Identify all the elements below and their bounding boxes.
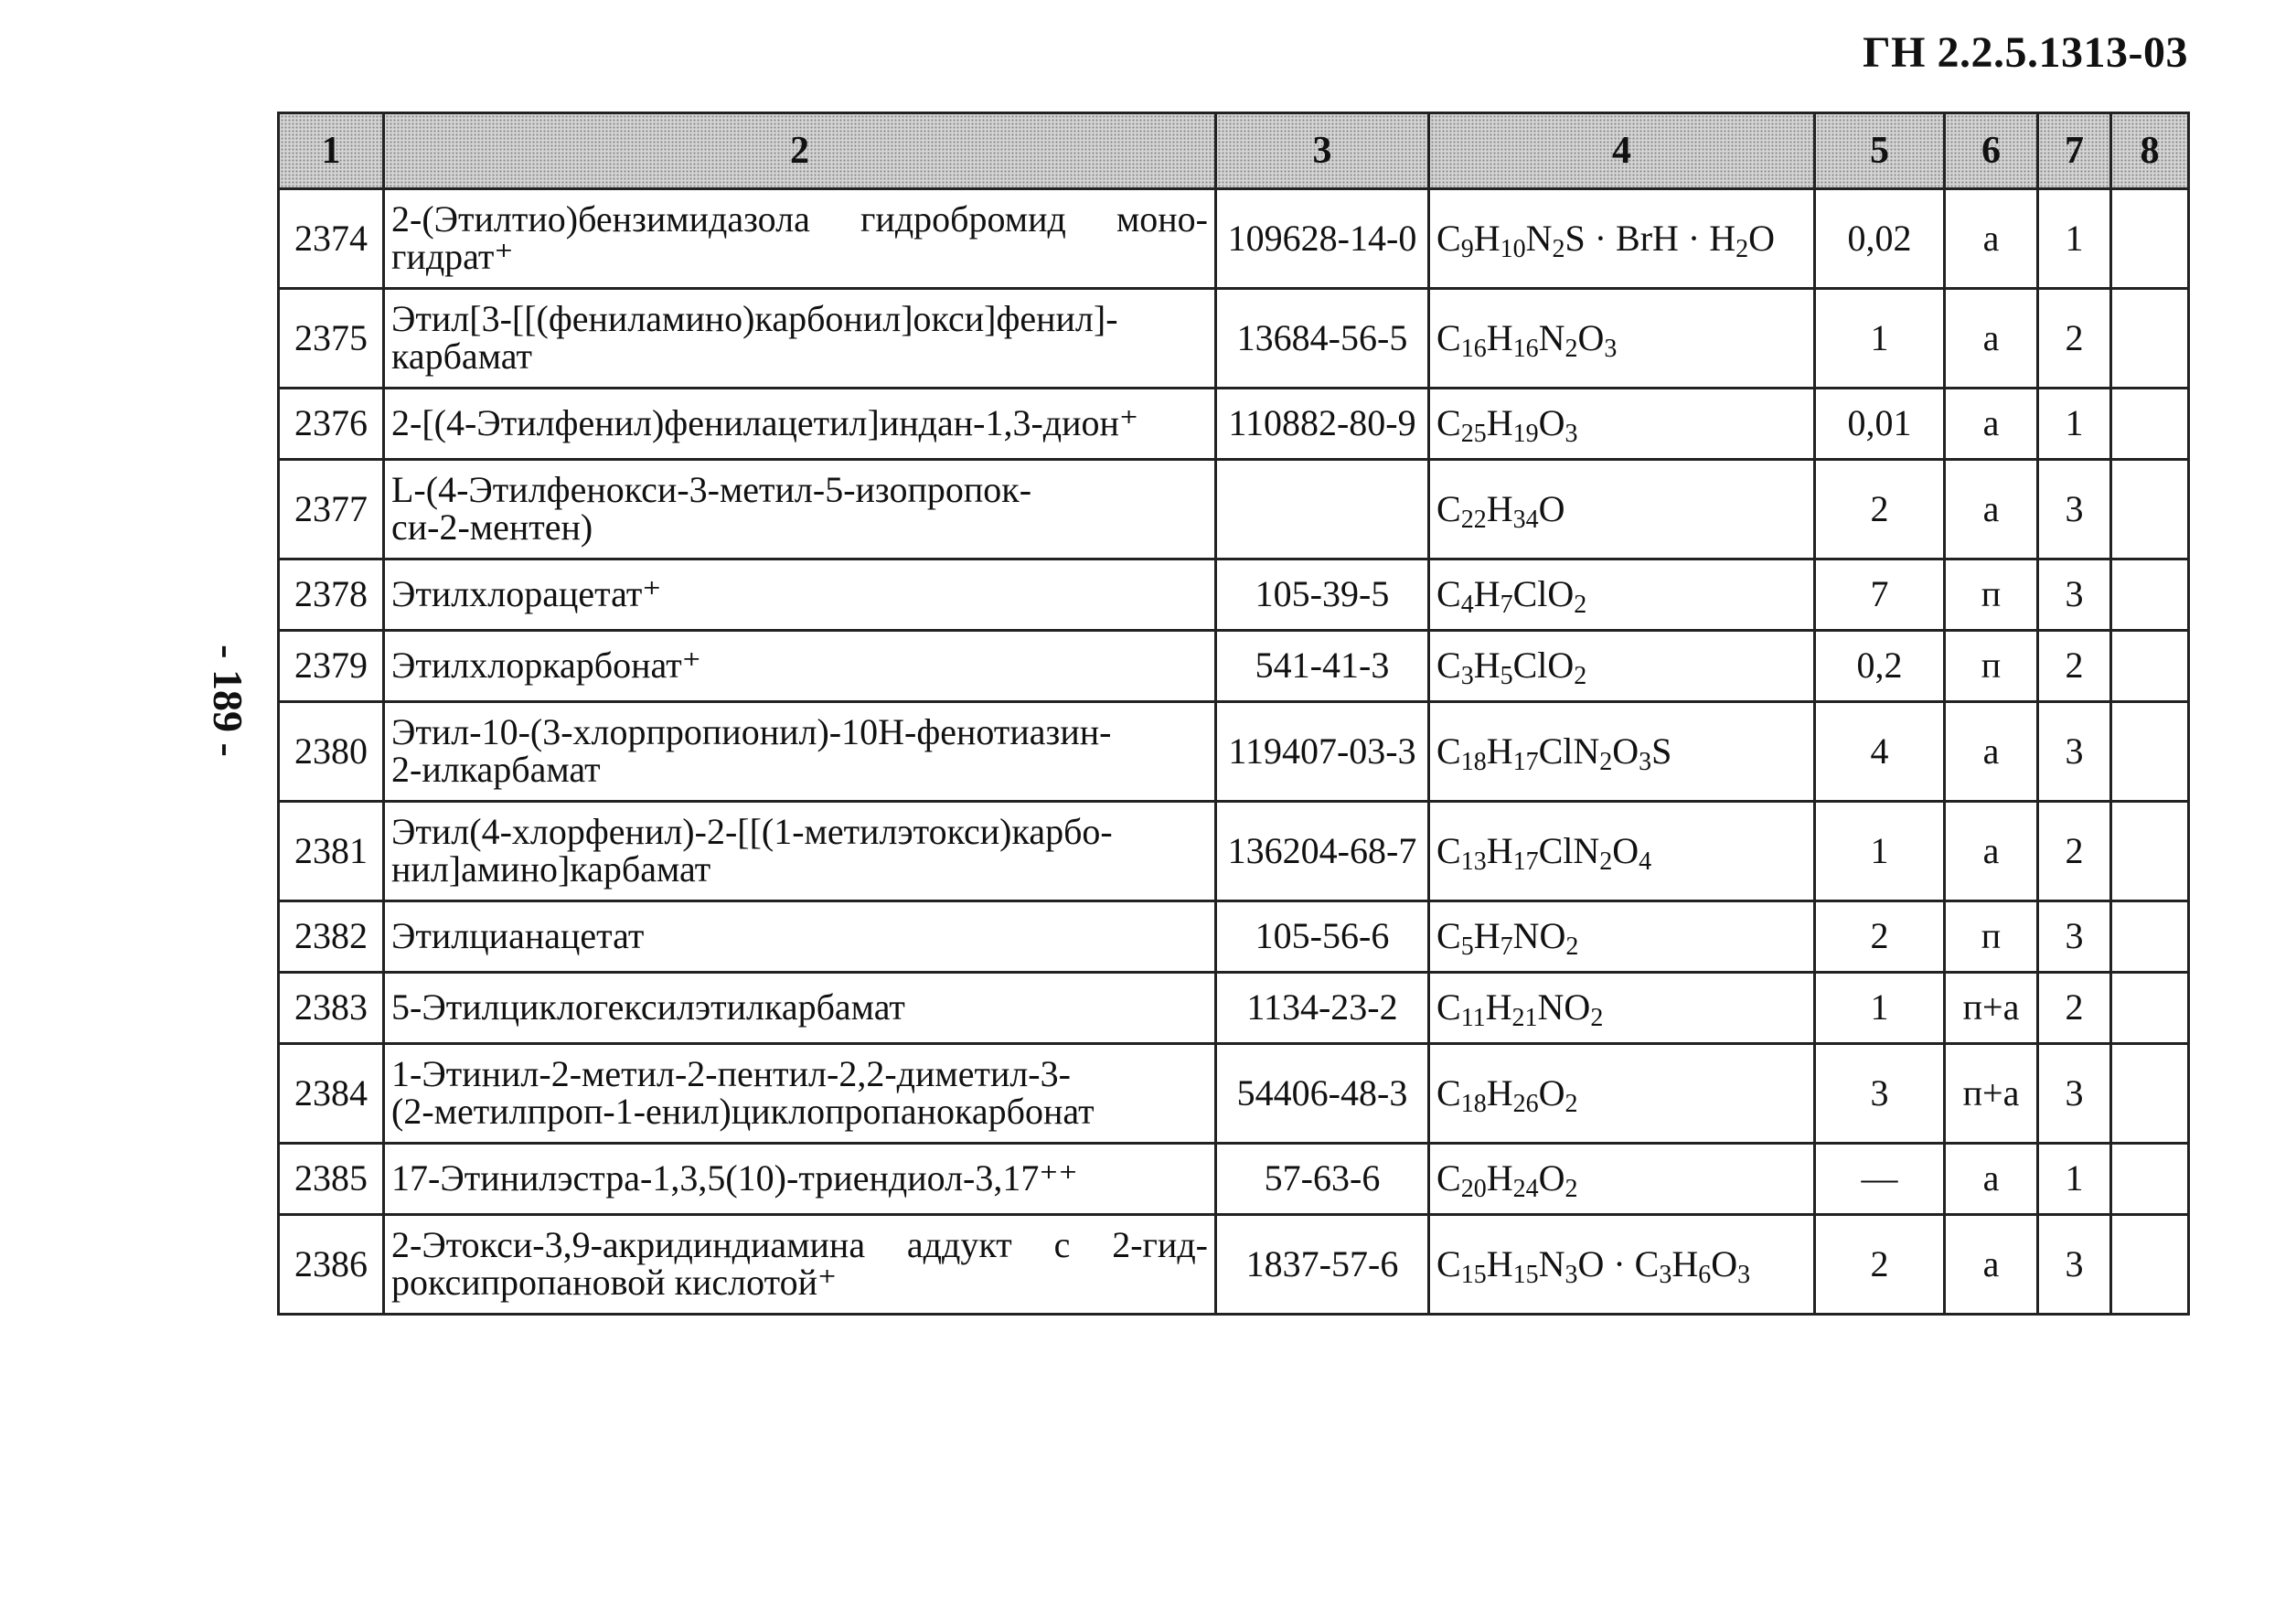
formula-subscript: 2 bbox=[1599, 747, 1613, 776]
value-col8 bbox=[2111, 802, 2189, 901]
chemical-formula bbox=[1429, 389, 1815, 460]
formula-part: H bbox=[1473, 645, 1500, 687]
substance-name-line: 2-Этокси-3,9-акридиндиамина аддукт с 2-гид- bbox=[391, 1224, 1208, 1266]
value-col8 bbox=[2111, 189, 2189, 289]
substance-name-line: си-2-ментен) bbox=[391, 506, 593, 548]
value-col8 bbox=[2111, 460, 2189, 559]
cas-number: 13684-56-5 bbox=[1216, 289, 1429, 389]
formula-subscript: 2 bbox=[1564, 1089, 1578, 1118]
formula-part: C bbox=[1436, 829, 1461, 871]
value-col5: 2 bbox=[1815, 460, 1945, 559]
value-col6: п bbox=[1945, 901, 2038, 973]
formula-subscript: 3 bbox=[1659, 1260, 1672, 1289]
formula-part: H bbox=[1473, 217, 1500, 259]
value-col6: п bbox=[1945, 559, 2038, 631]
formula-part: ClO bbox=[1512, 573, 1575, 615]
value-col6: п bbox=[1945, 631, 2038, 702]
substance-name-line: 2-(Этилтио)бензимидазола гидробромид моно- bbox=[391, 198, 1208, 240]
formula-part: H bbox=[1486, 829, 1513, 871]
table-row bbox=[279, 631, 2189, 702]
value-col8 bbox=[2111, 1044, 2189, 1144]
formula-subscript: 25 bbox=[1460, 420, 1487, 449]
substance-name-line: Этилцианацетат bbox=[391, 915, 645, 957]
formula-part: C bbox=[1436, 1071, 1461, 1114]
value-col7: 2 bbox=[2038, 973, 2111, 1044]
table-row bbox=[279, 1215, 2189, 1315]
formula-part: C bbox=[1436, 402, 1461, 444]
value-col8 bbox=[2111, 1215, 2189, 1315]
cas-number: 105-56-6 bbox=[1216, 901, 1429, 973]
formula-part: O bbox=[1538, 1071, 1565, 1114]
column-header: 3 bbox=[1216, 113, 1429, 189]
formula-subscript: 17 bbox=[1512, 847, 1539, 876]
row-number: 2386 bbox=[279, 1215, 384, 1315]
formula-part: NO bbox=[1512, 915, 1566, 957]
formula-subscript: 7 bbox=[1500, 932, 1513, 962]
cas-number bbox=[1216, 460, 1429, 559]
value-col8 bbox=[2111, 702, 2189, 802]
row-number: 2384 bbox=[279, 1044, 384, 1144]
formula-subscript: 20 bbox=[1460, 1175, 1487, 1204]
formula-part: C bbox=[1436, 915, 1461, 957]
chemical-formula bbox=[1429, 289, 1815, 389]
formula-part: H bbox=[1486, 402, 1513, 444]
formula-part: N bbox=[1538, 316, 1565, 358]
chemical-formula bbox=[1429, 189, 1815, 289]
value-col8 bbox=[2111, 631, 2189, 702]
formula-subscript: 5 bbox=[1460, 932, 1474, 962]
cas-number: 54406-48-3 bbox=[1216, 1044, 1429, 1144]
substance-name bbox=[384, 559, 1216, 631]
substance-name-line: 17-Этинилэстра-1,3,5(10)-триендиол-3,17⁺⁺ bbox=[391, 1157, 1078, 1199]
formula-subscript: 2 bbox=[1565, 932, 1579, 962]
value-col6: п+а bbox=[1945, 973, 2038, 1044]
value-col8 bbox=[2111, 289, 2189, 389]
value-col6: а bbox=[1945, 802, 2038, 901]
formula-part: O bbox=[1612, 829, 1639, 871]
formula-subscript: 13 bbox=[1460, 847, 1487, 876]
value-col5: 2 bbox=[1815, 901, 1945, 973]
cas-number: 119407-03-3 bbox=[1216, 702, 1429, 802]
value-col5: 0,2 bbox=[1815, 631, 1945, 702]
chemical-formula bbox=[1429, 559, 1815, 631]
formula-part: H bbox=[1473, 573, 1500, 615]
row-number: 2378 bbox=[279, 559, 384, 631]
formula-subscript: 3 bbox=[1737, 1260, 1751, 1289]
substance-name-line: L-(4-Этилфенокси-3-метил-5-изопропок- bbox=[391, 469, 1032, 511]
table-row bbox=[279, 1144, 2189, 1215]
formula-part: O bbox=[1612, 730, 1639, 772]
chemical-formula bbox=[1429, 631, 1815, 702]
value-col5: — bbox=[1815, 1144, 1945, 1215]
formula-subscript: 34 bbox=[1512, 505, 1539, 534]
column-header: 8 bbox=[2111, 113, 2189, 189]
value-col7: 3 bbox=[2038, 901, 2111, 973]
formula-part: C bbox=[1436, 316, 1461, 358]
formula-subscript: 7 bbox=[1500, 591, 1513, 620]
chemical-formula bbox=[1429, 901, 1815, 973]
value-col5: 3 bbox=[1815, 1044, 1945, 1144]
value-col5: 1 bbox=[1815, 802, 1945, 901]
formula-subscript: 3 bbox=[1460, 662, 1474, 691]
formula-subscript: 10 bbox=[1500, 234, 1526, 263]
column-header: 6 bbox=[1945, 113, 2038, 189]
formula-subscript: 2 bbox=[1590, 1004, 1604, 1033]
formula-subscript: 4 bbox=[1639, 847, 1652, 876]
cas-number: 110882-80-9 bbox=[1216, 389, 1429, 460]
formula-subscript: 22 bbox=[1460, 505, 1487, 534]
formula-subscript: 24 bbox=[1512, 1175, 1539, 1204]
formula-part: ClO bbox=[1512, 645, 1575, 687]
substance-name-line: гидрат⁺ bbox=[391, 236, 514, 277]
chemical-formula bbox=[1429, 460, 1815, 559]
formula-part: O bbox=[1711, 1242, 1738, 1284]
value-col6: а bbox=[1945, 702, 2038, 802]
substance-name-line: 2-[(4-Этилфенил)фенилацетил]индан-1,3-дион⁺ bbox=[391, 402, 1139, 444]
row-number: 2376 bbox=[279, 389, 384, 460]
substance-name-line: 5-Этилциклогексилэтилкарбамат bbox=[391, 986, 905, 1028]
table-row bbox=[279, 389, 2189, 460]
value-col6: а bbox=[1945, 189, 2038, 289]
value-col5: 1 bbox=[1815, 289, 1945, 389]
formula-part: O bbox=[1538, 487, 1565, 529]
substance-name-line: Этил-10-(3-хлорпропионил)-10Н-фенотиазин- bbox=[391, 711, 1112, 753]
formula-part: NO bbox=[1537, 986, 1591, 1028]
formula-subscript: 3 bbox=[1564, 420, 1578, 449]
value-col7: 2 bbox=[2038, 289, 2111, 389]
value-col7: 1 bbox=[2038, 389, 2111, 460]
table-row bbox=[279, 1044, 2189, 1144]
substance-name bbox=[384, 1144, 1216, 1215]
formula-subscript: 26 bbox=[1512, 1089, 1539, 1118]
value-col7: 1 bbox=[2038, 1144, 2111, 1215]
formula-part: ClN bbox=[1538, 829, 1600, 871]
formula-part: H bbox=[1486, 730, 1513, 772]
formula-part: O bbox=[1748, 217, 1776, 259]
value-col7: 3 bbox=[2038, 1044, 2111, 1144]
formula-subscript: 18 bbox=[1460, 1089, 1487, 1118]
formula-part: O bbox=[1538, 1157, 1565, 1199]
table-row bbox=[279, 901, 2189, 973]
row-number: 2380 bbox=[279, 702, 384, 802]
chemical-formula bbox=[1429, 702, 1815, 802]
formula-subscript: 18 bbox=[1460, 747, 1487, 776]
substance-name bbox=[384, 1215, 1216, 1315]
substance-name bbox=[384, 1044, 1216, 1144]
substance-name bbox=[384, 389, 1216, 460]
row-number: 2379 bbox=[279, 631, 384, 702]
row-number: 2381 bbox=[279, 802, 384, 901]
value-col5: 7 bbox=[1815, 559, 1945, 631]
table-row bbox=[279, 802, 2189, 901]
formula-part: C bbox=[1436, 986, 1461, 1028]
substance-name bbox=[384, 973, 1216, 1044]
substance-name bbox=[384, 189, 1216, 289]
column-header: 4 bbox=[1429, 113, 1815, 189]
substance-name-line: нил]амино]карбамат bbox=[391, 848, 711, 890]
chemical-formula bbox=[1429, 1044, 1815, 1144]
value-col5: 4 bbox=[1815, 702, 1945, 802]
formula-subscript: 3 bbox=[1564, 1260, 1578, 1289]
row-number: 2385 bbox=[279, 1144, 384, 1215]
table-header-row bbox=[279, 113, 2189, 189]
formula-part: C bbox=[1436, 573, 1461, 615]
cas-number: 541-41-3 bbox=[1216, 631, 1429, 702]
substances-table bbox=[277, 112, 2190, 1316]
value-col5: 0,01 bbox=[1815, 389, 1945, 460]
chemical-formula bbox=[1429, 1215, 1815, 1315]
formula-part: N bbox=[1525, 217, 1553, 259]
value-col7: 2 bbox=[2038, 631, 2111, 702]
value-col5: 2 bbox=[1815, 1215, 1945, 1315]
formula-part: C bbox=[1436, 645, 1461, 687]
cas-number: 57-63-6 bbox=[1216, 1144, 1429, 1215]
page-number: - 189 - bbox=[204, 645, 251, 757]
formula-subscript: 3 bbox=[1639, 747, 1652, 776]
formula-subscript: 2 bbox=[1574, 662, 1587, 691]
substance-name-line: (2-метилпроп-1-енил)циклопропанокарбонат bbox=[391, 1091, 1095, 1132]
substance-name bbox=[384, 901, 1216, 973]
value-col7: 3 bbox=[2038, 702, 2111, 802]
formula-subscript: 15 bbox=[1460, 1260, 1487, 1289]
substance-name bbox=[384, 289, 1216, 389]
formula-part: H bbox=[1486, 1157, 1513, 1199]
table-body bbox=[279, 189, 2189, 1315]
table-row bbox=[279, 289, 2189, 389]
chemical-formula bbox=[1429, 802, 1815, 901]
value-col6: а bbox=[1945, 289, 2038, 389]
formula-subscript: 17 bbox=[1512, 747, 1539, 776]
formula-part: H bbox=[1486, 1242, 1513, 1284]
formula-part: H bbox=[1473, 915, 1500, 957]
formula-subscript: 2 bbox=[1564, 1175, 1578, 1204]
formula-subscript: 2 bbox=[1735, 234, 1749, 263]
formula-part: S bbox=[1651, 730, 1672, 772]
substance-name bbox=[384, 802, 1216, 901]
formula-part: O · C bbox=[1577, 1242, 1660, 1284]
value-col8 bbox=[2111, 901, 2189, 973]
substance-name-line: карбамат bbox=[391, 336, 532, 377]
column-header: 7 bbox=[2038, 113, 2111, 189]
column-header: 5 bbox=[1815, 113, 1945, 189]
formula-subscript: 4 bbox=[1460, 591, 1474, 620]
value-col7: 3 bbox=[2038, 1215, 2111, 1315]
formula-subscript: 16 bbox=[1460, 334, 1487, 363]
substance-name-line: Этилхлоркарбонат⁺ bbox=[391, 645, 701, 687]
formula-part: H bbox=[1486, 1071, 1513, 1114]
substance-name-line: Этилхлорацетат⁺ bbox=[391, 573, 662, 615]
table-row bbox=[279, 973, 2189, 1044]
value-col8 bbox=[2111, 389, 2189, 460]
value-col7: 2 bbox=[2038, 802, 2111, 901]
formula-part: S · BrH · H bbox=[1564, 217, 1736, 259]
formula-part: C bbox=[1436, 1242, 1461, 1284]
formula-subscript: 2 bbox=[1564, 334, 1578, 363]
row-number: 2377 bbox=[279, 460, 384, 559]
formula-subscript: 3 bbox=[1604, 334, 1618, 363]
formula-part: H bbox=[1486, 487, 1513, 529]
formula-part: N bbox=[1538, 1242, 1565, 1284]
value-col6: а bbox=[1945, 1144, 2038, 1215]
row-number: 2375 bbox=[279, 289, 384, 389]
value-col7: 3 bbox=[2038, 559, 2111, 631]
substance-name-line: 1-Этинил-2-метил-2-пентил-2,2-диметил-3- bbox=[391, 1053, 1071, 1095]
value-col8 bbox=[2111, 559, 2189, 631]
formula-part: O bbox=[1577, 316, 1605, 358]
value-col5: 0,02 bbox=[1815, 189, 1945, 289]
column-header: 2 bbox=[384, 113, 1216, 189]
row-number: 2383 bbox=[279, 973, 384, 1044]
column-header: 1 bbox=[279, 113, 384, 189]
substance-name bbox=[384, 702, 1216, 802]
value-col6: п+а bbox=[1945, 1044, 2038, 1144]
formula-subscript: 11 bbox=[1460, 1004, 1486, 1033]
table-row bbox=[279, 189, 2189, 289]
formula-subscript: 2 bbox=[1599, 847, 1613, 876]
document-code: ГН 2.2.5.1313-03 bbox=[1863, 28, 2188, 77]
value-col7: 1 bbox=[2038, 189, 2111, 289]
value-col8 bbox=[2111, 1144, 2189, 1215]
formula-subscript: 15 bbox=[1512, 1260, 1539, 1289]
value-col6: а bbox=[1945, 460, 2038, 559]
substance-name-line: Этил(4-хлорфенил)-2-[[(1-метилэтокси)карбо- bbox=[391, 811, 1113, 853]
formula-part: C bbox=[1436, 487, 1461, 529]
substance-name-line: роксипропановой кислотой⁺ bbox=[391, 1262, 838, 1303]
formula-part: H bbox=[1671, 1242, 1699, 1284]
formula-subscript: 6 bbox=[1698, 1260, 1712, 1289]
substance-name-line: Этил[3-[[(фениламино)карбонил]окси]фенил]- bbox=[391, 298, 1118, 340]
formula-subscript: 2 bbox=[1552, 234, 1565, 263]
row-number: 2382 bbox=[279, 901, 384, 973]
formula-part: H bbox=[1486, 316, 1513, 358]
formula-subscript: 9 bbox=[1460, 234, 1474, 263]
table-row bbox=[279, 559, 2189, 631]
value-col5: 1 bbox=[1815, 973, 1945, 1044]
cas-number: 136204-68-7 bbox=[1216, 802, 1429, 901]
formula-part: ClN bbox=[1538, 730, 1600, 772]
formula-part: C bbox=[1436, 730, 1461, 772]
chemical-formula bbox=[1429, 973, 1815, 1044]
row-number: 2374 bbox=[279, 189, 384, 289]
formula-subscript: 19 bbox=[1512, 420, 1539, 449]
cas-number: 109628-14-0 bbox=[1216, 189, 1429, 289]
table-row bbox=[279, 702, 2189, 802]
formula-part: C bbox=[1436, 1157, 1461, 1199]
substance-name-line: 2-илкарбамат bbox=[391, 749, 601, 790]
cas-number: 1837-57-6 bbox=[1216, 1215, 1429, 1315]
cas-number: 105-39-5 bbox=[1216, 559, 1429, 631]
formula-subscript: 5 bbox=[1500, 662, 1513, 691]
chemical-formula bbox=[1429, 1144, 1815, 1215]
value-col6: а bbox=[1945, 389, 2038, 460]
substance-name bbox=[384, 460, 1216, 559]
formula-part: H bbox=[1485, 986, 1512, 1028]
cas-number: 1134-23-2 bbox=[1216, 973, 1429, 1044]
substance-name bbox=[384, 631, 1216, 702]
value-col6: а bbox=[1945, 1215, 2038, 1315]
table-row bbox=[279, 460, 2189, 559]
value-col7: 3 bbox=[2038, 460, 2111, 559]
value-col8 bbox=[2111, 973, 2189, 1044]
formula-subscript: 21 bbox=[1511, 1004, 1538, 1033]
formula-part: O bbox=[1538, 402, 1565, 444]
formula-subscript: 16 bbox=[1512, 334, 1539, 363]
formula-part: C bbox=[1436, 217, 1461, 259]
formula-subscript: 2 bbox=[1574, 591, 1587, 620]
